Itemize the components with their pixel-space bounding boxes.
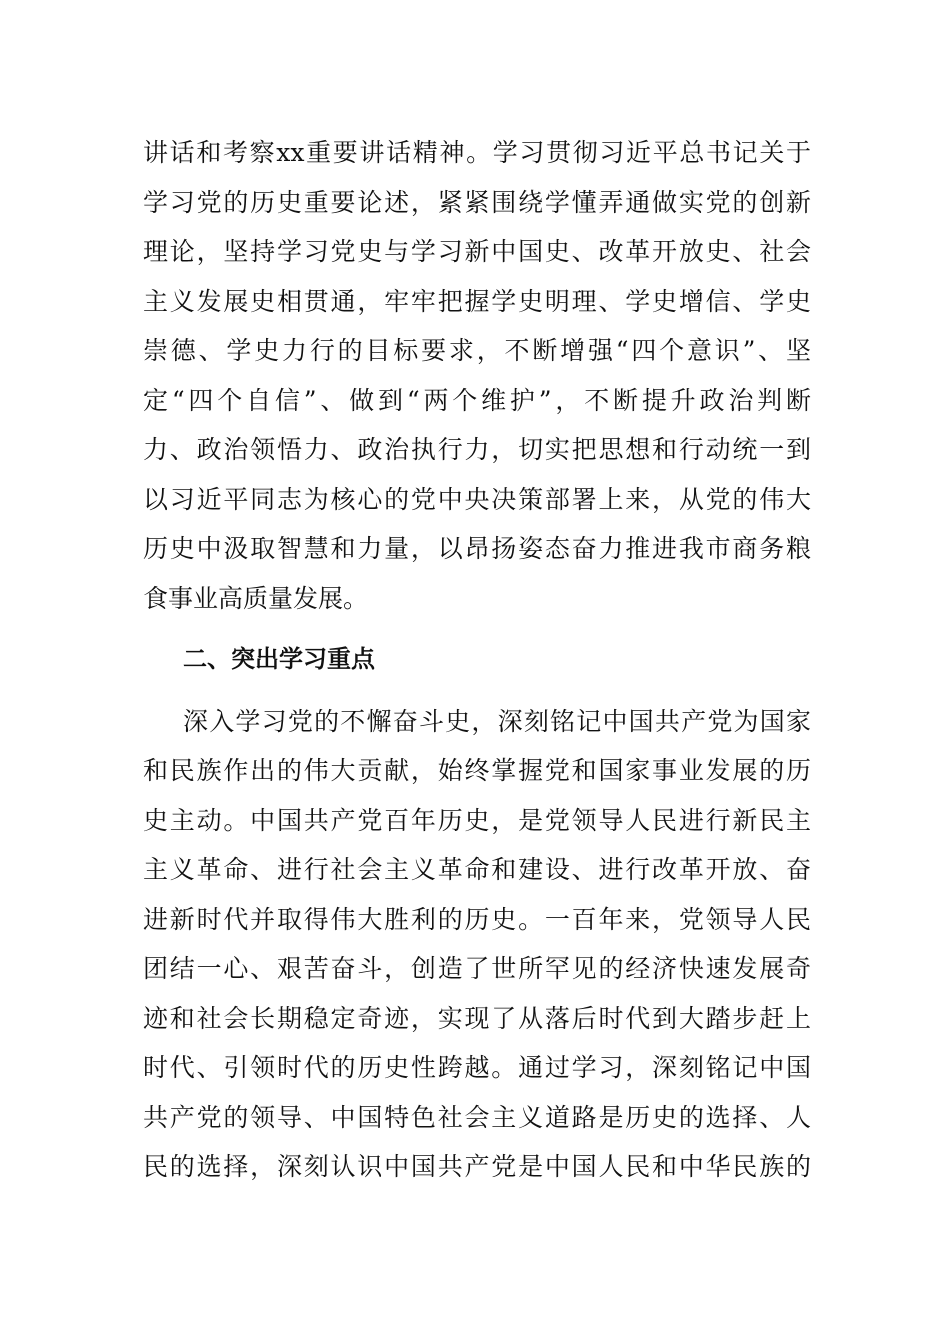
text-line: 共产党的领导、中国特色社会主义道路是历史的选择、人 bbox=[143, 1102, 811, 1132]
section-heading: 二、突出学习重点 bbox=[183, 645, 375, 673]
text-line: 民的选择，深刻认识中国共产党是中国人民和中华民族的 bbox=[143, 1152, 811, 1181]
text-line: 主义发展史相贯通，牢牢把握学史明理、学史增信、学史 bbox=[143, 286, 811, 316]
text-line: 定“四个自信”、做到“两个维护”，不断提升政治判断 bbox=[143, 385, 811, 415]
text-line: 进新时代并取得伟大胜利的历史。一百年来，党领导人民 bbox=[143, 904, 811, 934]
paragraph-study-spirit bbox=[143, 128, 811, 623]
text-line: 以习近平同志为核心的党中央决策部署上来，从党的伟大 bbox=[143, 484, 811, 514]
text-line: 时代、引领时代的历史性跨越。通过学习，深刻铭记中国 bbox=[143, 1053, 811, 1082]
text-line: 崇德、学史力行的目标要求，不断增强“四个意识”、坚 bbox=[143, 336, 811, 365]
text-line: 和民族作出的伟大贡献，始终掌握党和国家事业发展的历 bbox=[143, 756, 811, 785]
text-line: 学习党的历史重要论述，紧紧围绕学懂弄通做实党的创新 bbox=[143, 187, 811, 217]
text-line: 深入学习党的不懈奋斗史，深刻铭记中国共产党为国家 bbox=[183, 706, 811, 736]
text-line: 食事业高质量发展。 bbox=[143, 583, 369, 613]
text-line: 主义革命、进行社会主义革命和建设、进行改革开放、奋 bbox=[143, 855, 811, 884]
text-line: 迹和社会长期稳定奇迹，实现了从落后时代到大踏步赶上 bbox=[143, 1003, 811, 1033]
text-line: 史主动。中国共产党百年历史，是党领导人民进行新民主 bbox=[143, 805, 811, 835]
text-line: 讲话和考察xx重要讲话精神。学习贯彻习近平总书记关于 bbox=[143, 138, 811, 167]
text-line: 力、政治领悟力、政治执行力，切实把思想和行动统一到 bbox=[143, 435, 811, 464]
paragraph-study-focus bbox=[143, 697, 811, 1192]
text-line: 历史中汲取智慧和力量，以昂扬姿态奋力推进我市商务粮 bbox=[143, 534, 811, 563]
document-body bbox=[143, 128, 811, 1192]
text-line: 理论，坚持学习党史与学习新中国史、改革开放史、社会 bbox=[143, 237, 811, 266]
text-line: 团结一心、艰苦奋斗，创造了世所罕见的经济快速发展奇 bbox=[143, 954, 811, 983]
